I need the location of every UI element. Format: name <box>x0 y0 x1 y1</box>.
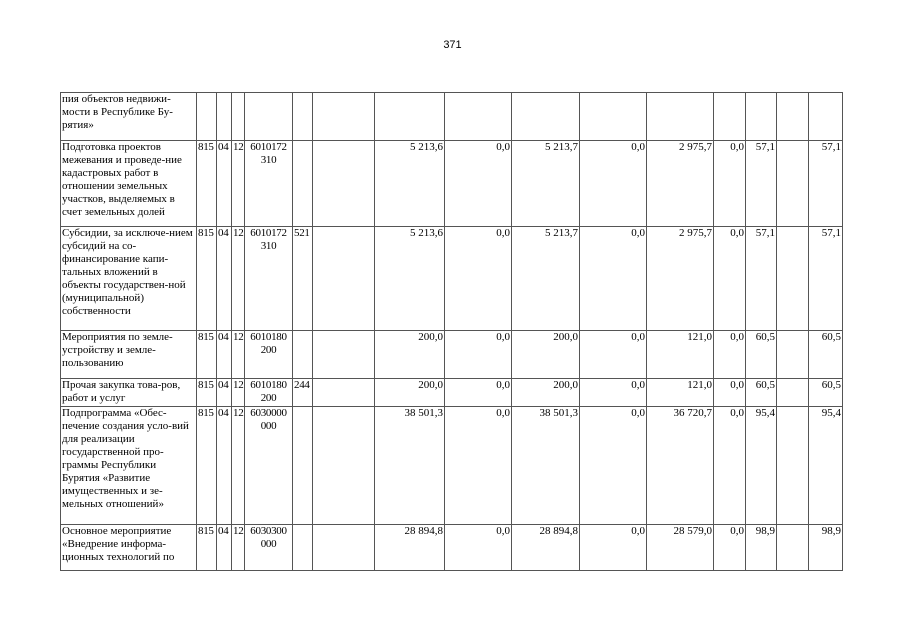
section-code: 04 <box>217 407 232 525</box>
execution-percent-list <box>809 93 843 141</box>
budget-table <box>60 92 843 571</box>
approved-amount <box>375 93 445 141</box>
target-article-code <box>245 331 293 379</box>
approved-federal-amount: 0,0 <box>445 141 512 227</box>
subsection-code: 12 <box>232 141 245 227</box>
execution-percent-list: 98,9 <box>809 525 843 571</box>
approved-amount: 200,0 <box>375 379 445 407</box>
executed-federal-amount: 0,0 <box>714 407 746 525</box>
executed-amount: 121,0 <box>647 331 714 379</box>
target-article-code <box>245 227 293 331</box>
approved-amount: 28 894,8 <box>375 525 445 571</box>
subsection-code: 12 <box>232 331 245 379</box>
approved-federal-amount: 0,0 <box>445 227 512 331</box>
target-article-code <box>245 141 293 227</box>
expense-type-code <box>293 331 313 379</box>
budget-list-federal-amount <box>580 93 647 141</box>
execution-percent: 95,4 <box>746 407 777 525</box>
executed-amount: 121,0 <box>647 379 714 407</box>
target-article-code-main: 6010180 <box>250 331 287 343</box>
budget-list-federal-amount: 0,0 <box>580 525 647 571</box>
table-row <box>61 379 843 407</box>
executed-federal-amount: 0,0 <box>714 227 746 331</box>
empty-cell <box>313 525 375 571</box>
row-name: пия объектов недвижи-мости в Республике Бу-рятия» <box>61 93 197 141</box>
execution-percent: 57,1 <box>746 227 777 331</box>
budget-list-amount: 200,0 <box>512 379 580 407</box>
executed-amount: 2 975,7 <box>647 141 714 227</box>
empty-cell <box>313 141 375 227</box>
target-article-code-main: 6010172 <box>250 141 287 153</box>
budget-list-amount: 200,0 <box>512 331 580 379</box>
executed-federal-amount: 0,0 <box>714 141 746 227</box>
approved-federal-amount: 0,0 <box>445 525 512 571</box>
execution-percent: 57,1 <box>746 141 777 227</box>
budget-list-amount: 5 213,7 <box>512 227 580 331</box>
execution-percent-federal <box>777 141 809 227</box>
target-article-code-suffix: 000 <box>260 538 277 550</box>
section-code: 04 <box>217 379 232 407</box>
execution-percent-list: 57,1 <box>809 141 843 227</box>
execution-percent <box>746 93 777 141</box>
row-name: Мероприятия по земле-устройству и земле-пользованию <box>61 331 197 379</box>
subsection-code: 12 <box>232 227 245 331</box>
table-row <box>61 227 843 331</box>
execution-percent: 60,5 <box>746 379 777 407</box>
executed-amount: 2 975,7 <box>647 227 714 331</box>
table-row <box>61 407 843 525</box>
target-article-code <box>245 407 293 525</box>
target-article-code-main: 6010172 <box>250 227 287 239</box>
approved-amount: 200,0 <box>375 331 445 379</box>
page-number: 371 <box>443 39 462 51</box>
expense-type-code <box>293 525 313 571</box>
section-code <box>217 93 232 141</box>
expense-type-code: 244 <box>293 379 313 407</box>
execution-percent-federal <box>777 93 809 141</box>
approved-amount: 38 501,3 <box>375 407 445 525</box>
target-article-code <box>245 93 293 141</box>
execution-percent-list: 60,5 <box>809 379 843 407</box>
execution-percent: 60,5 <box>746 331 777 379</box>
section-code: 04 <box>217 525 232 571</box>
execution-percent-list: 95,4 <box>809 407 843 525</box>
budget-list-amount: 5 213,7 <box>512 141 580 227</box>
executed-federal-amount: 0,0 <box>714 331 746 379</box>
expense-type-code <box>293 407 313 525</box>
executed-federal-amount <box>714 93 746 141</box>
row-name: Субсидии, за исключе-нием субсидий на со-финансирование капи-тальных вложений в объекты государствен-ной (муниципальной) собственности <box>61 227 197 331</box>
approved-federal-amount <box>445 93 512 141</box>
budget-list-federal-amount: 0,0 <box>580 141 647 227</box>
empty-cell <box>313 227 375 331</box>
grbs-code: 815 <box>197 141 217 227</box>
target-article-code-main: 6030300 <box>250 525 287 537</box>
budget-list-federal-amount: 0,0 <box>580 407 647 525</box>
target-article-code-suffix: 200 <box>260 344 277 356</box>
section-code: 04 <box>217 227 232 331</box>
approved-amount: 5 213,6 <box>375 141 445 227</box>
empty-cell <box>313 407 375 525</box>
target-article-code-main: 6030000 <box>250 407 287 419</box>
expense-type-code <box>293 141 313 227</box>
executed-federal-amount: 0,0 <box>714 525 746 571</box>
subsection-code <box>232 93 245 141</box>
grbs-code: 815 <box>197 525 217 571</box>
target-article-code-suffix: 000 <box>260 420 277 432</box>
budget-list-federal-amount: 0,0 <box>580 379 647 407</box>
executed-amount: 36 720,7 <box>647 407 714 525</box>
empty-cell <box>313 331 375 379</box>
budget-list-amount: 38 501,3 <box>512 407 580 525</box>
table-row <box>61 525 843 571</box>
target-article-code-main: 6010180 <box>250 379 287 391</box>
empty-cell <box>313 379 375 407</box>
table-row <box>61 141 843 227</box>
grbs-code: 815 <box>197 227 217 331</box>
target-article-code-suffix: 310 <box>260 240 277 252</box>
execution-percent-list: 60,5 <box>809 331 843 379</box>
execution-percent-federal <box>777 525 809 571</box>
execution-percent-list: 57,1 <box>809 227 843 331</box>
row-name: Основное мероприятие «Внедрение информа-ционных технологий по <box>61 525 197 571</box>
grbs-code: 815 <box>197 379 217 407</box>
grbs-code <box>197 93 217 141</box>
target-article-code-suffix: 310 <box>260 154 277 166</box>
table-row <box>61 331 843 379</box>
execution-percent-federal <box>777 227 809 331</box>
executed-amount: 28 579,0 <box>647 525 714 571</box>
executed-federal-amount: 0,0 <box>714 379 746 407</box>
execution-percent-federal <box>777 407 809 525</box>
budget-list-federal-amount: 0,0 <box>580 331 647 379</box>
empty-cell <box>313 93 375 141</box>
subsection-code: 12 <box>232 379 245 407</box>
execution-percent: 98,9 <box>746 525 777 571</box>
section-code: 04 <box>217 331 232 379</box>
budget-list-amount <box>512 93 580 141</box>
approved-amount: 5 213,6 <box>375 227 445 331</box>
expense-type-code <box>293 93 313 141</box>
expense-type-code: 521 <box>293 227 313 331</box>
budget-list-amount: 28 894,8 <box>512 525 580 571</box>
execution-percent-federal <box>777 379 809 407</box>
grbs-code: 815 <box>197 407 217 525</box>
execution-percent-federal <box>777 331 809 379</box>
target-article-code <box>245 525 293 571</box>
section-code: 04 <box>217 141 232 227</box>
table-row <box>61 93 843 141</box>
row-name: Подготовка проектов межевания и проведе-ние кадастровых работ в отношении земельных участков, выделяемых в счет земельных долей <box>61 141 197 227</box>
target-article-code <box>245 379 293 407</box>
row-name: Прочая закупка това-ров, работ и услуг <box>61 379 197 407</box>
subsection-code: 12 <box>232 407 245 525</box>
row-name: Подпрограмма «Обес-печение создания усло-вий для реализации государственной про-граммы Республики Бурятия «Развитие имущественных и зе-мельных отношений» <box>61 407 197 525</box>
subsection-code: 12 <box>232 525 245 571</box>
approved-federal-amount: 0,0 <box>445 331 512 379</box>
approved-federal-amount: 0,0 <box>445 407 512 525</box>
executed-amount <box>647 93 714 141</box>
grbs-code: 815 <box>197 331 217 379</box>
target-article-code-suffix: 200 <box>260 392 277 404</box>
budget-list-federal-amount: 0,0 <box>580 227 647 331</box>
approved-federal-amount: 0,0 <box>445 379 512 407</box>
